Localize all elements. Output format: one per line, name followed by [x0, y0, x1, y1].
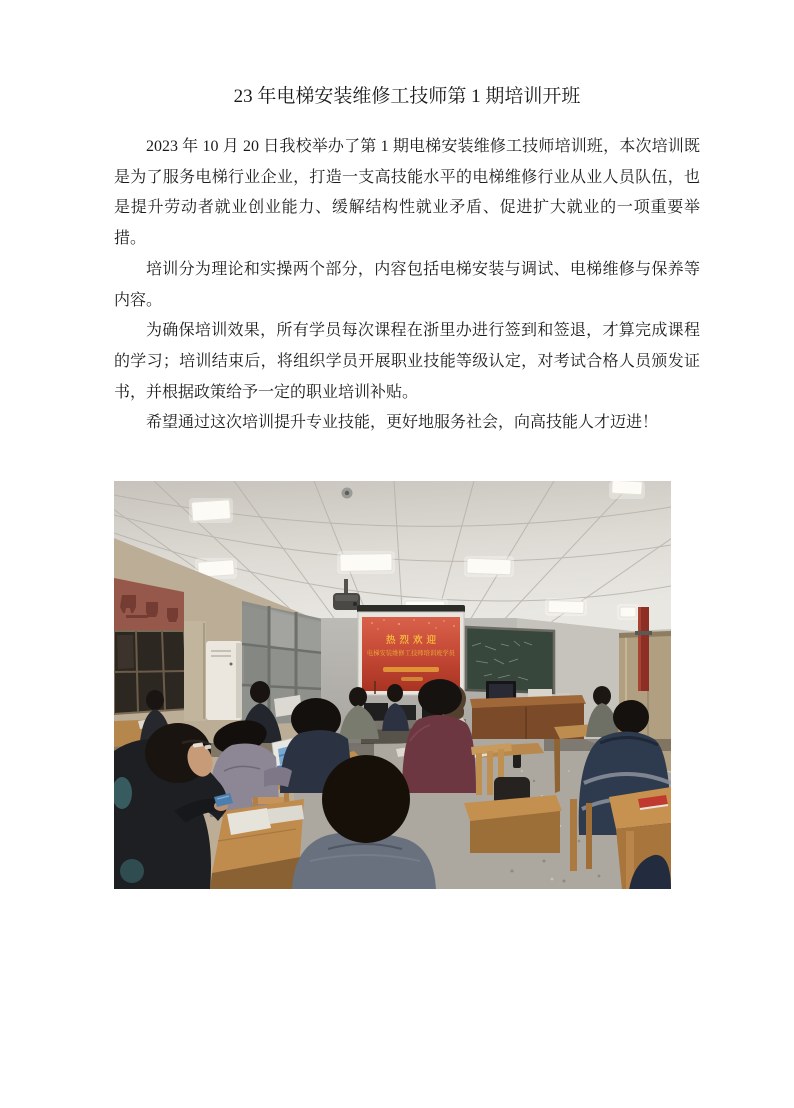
air-conditioner [206, 641, 242, 720]
paragraph-4: 希望通过这次培训提升专业技能，更好地服务社会，向高技能人才迈进！ [146, 414, 659, 432]
paragraph-2: 培训分为理论和实操两个部分，内容包括电梯安装与调试、电梯维修与保养等内容。 [114, 260, 700, 309]
paragraph-1: 2023 年 10 月 20 日我校举办了第 1 期电梯安装维修工技师培训班，本次培训既是为了服务电梯行业企业，打造一支高技能水平的电梯维修行业从业人员队伍，也是提升劳动者就业创业能力、缓解结构性就业矛盾、促进扩大就业的一项重要举措。 [114, 138, 700, 248]
slide-subtitle: 电梯安装维修工技师培训班学员 [366, 650, 456, 658]
classroom-photo [114, 481, 671, 889]
document-content [114, 84, 700, 889]
page-title: 23 年电梯安装维修工技师第 1 期培训开班 [233, 86, 581, 107]
paragraph-3: 为确保培训效果，所有学员每次课程在浙里办进行签到和签退，才算完成课程的学习；培训结束后，将组织学员开展职业技能等级认定，对考试合格人员颁发证书，并根据政策给予一定的职业培训补贴。 [114, 322, 700, 401]
ceiling-speaker-icon [342, 488, 353, 499]
slide-title: 热烈欢迎 [385, 635, 441, 647]
